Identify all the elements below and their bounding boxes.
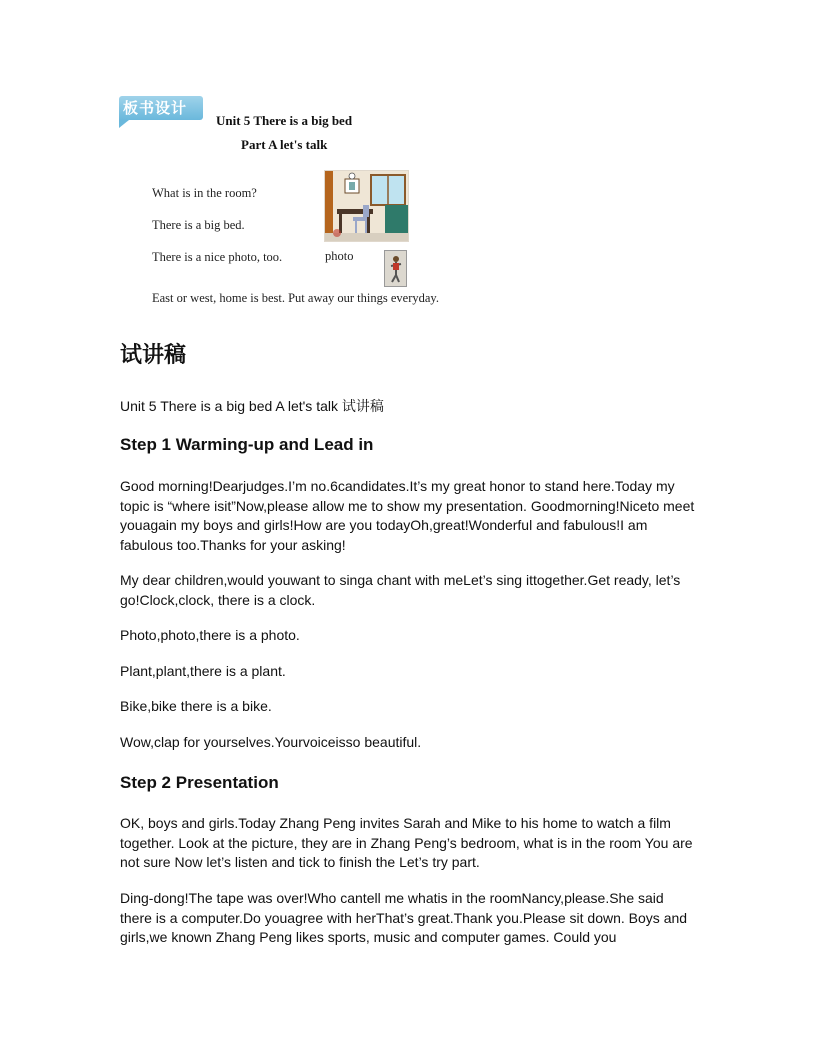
step2-paragraph: OK, boys and girls.Today Zhang Peng invites Sarah and Mike to his home to watch a film together. Look at the picture, they are in Zhang Peng’s bedroom, what is in the room You are not sure Now let’s listen and tick to finish the Let’s try part. xyxy=(120,815,693,870)
lesson-subtitle: Unit 5 There is a big bed A let's talk 试讲稿 xyxy=(120,398,384,414)
board-photo-label: photo xyxy=(325,249,354,263)
board-design-badge: 板书设计 xyxy=(119,96,203,120)
step1-heading: Step 1 Warming-up and Lead in xyxy=(120,435,374,454)
photo-illustration xyxy=(384,250,407,287)
step1-paragraph: My dear children,would youwant to singa chant with meLet’s sing ittogether.Get ready, let’s go!Clock,clock, there is a clock. xyxy=(120,572,681,608)
step1-paragraph: Bike,bike there is a bike. xyxy=(120,698,272,714)
board-subtitle: Part A let's talk xyxy=(241,137,328,152)
step1-paragraph: Photo,photo,there is a photo. xyxy=(120,627,300,643)
board-answer-photo: There is a nice photo, too. xyxy=(152,250,283,264)
board-title: Unit 5 There is a big bed xyxy=(216,113,353,128)
section-title: 试讲稿 xyxy=(120,343,187,368)
step2-paragraph: Ding-dong!The tape was over!Who cantell me whatis in the roomNancy,please.She said there is a computer.Do youagree with herThat’s great.Thank you.Please sit down. Boys and girls,we known Zhang Peng likes sports, music and computer games. Could you xyxy=(120,890,688,945)
step2-heading: Step 2 Presentation xyxy=(120,773,279,792)
step1-paragraph: Good morning!Dearjudges.I’m no.6candidates.It’s my great honor to stand here.Today my topic is “where isit”Now,please allow me to show my presentation. Goodmorning!Niceto meet youagain my boys and girls!How are you todayOh,great!Wonderful and fabulous!I am fabulous too.Thanks for your asking! xyxy=(120,478,695,553)
room-illustration xyxy=(324,170,409,242)
step1-paragraph: Wow,clap for yourselves.Yourvoiceisso beautiful. xyxy=(120,734,422,750)
board-question: What is in the room? xyxy=(152,186,257,200)
board-answer-bed: There is a big bed. xyxy=(152,218,245,232)
step1-paragraph: Plant,plant,there is a plant. xyxy=(120,663,286,679)
board-motto: East or west, home is best. Put away our things everyday. xyxy=(152,291,439,305)
badge-tail xyxy=(119,120,129,128)
